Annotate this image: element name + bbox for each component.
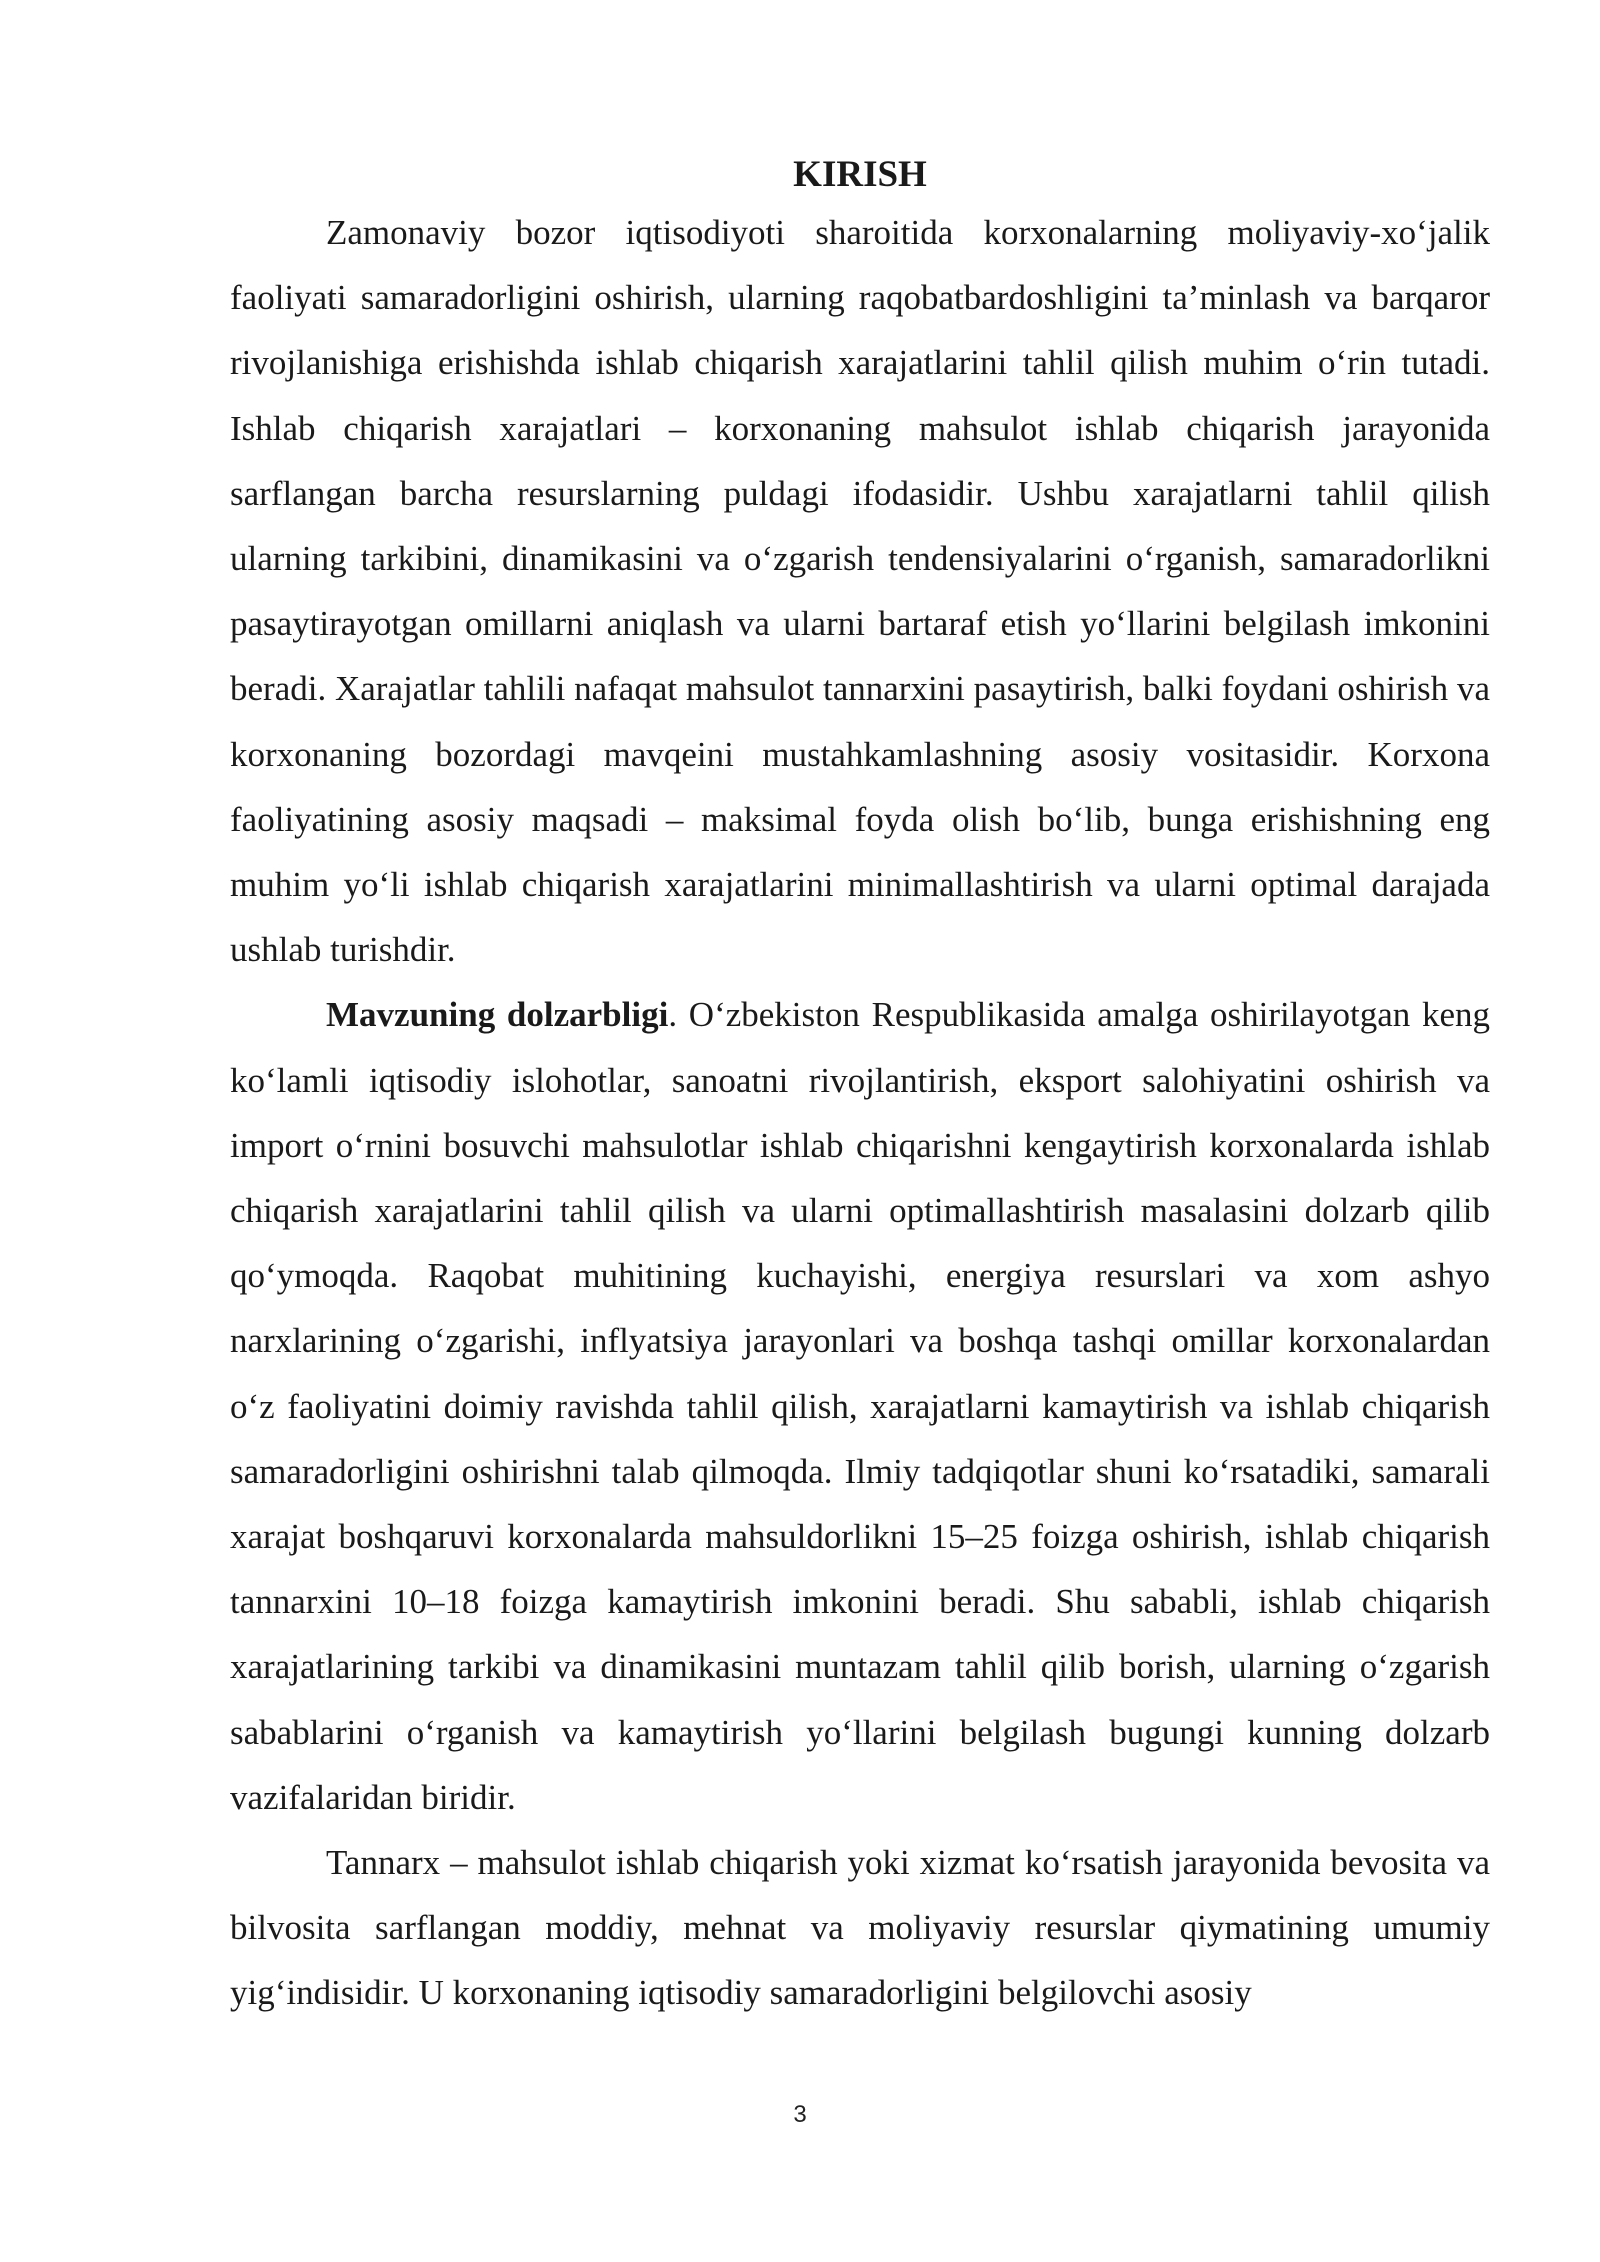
section-title: KIRISH [793,154,927,195]
paragraph-relevance [230,982,1490,1830]
page-content [230,150,1490,2026]
paragraph-cost-definition [230,1830,1490,2026]
paragraph-text: . O‘zbekiston Respublikasida amalga oshirilayotgan keng ko‘lamli iqtisodiy islohotlar, sanoatni rivojlantirish, eksport salohiyatini oshirish va import o‘rnini bosuvchi mahsulotlar ishlab chiqarishni kengaytirish korxonalarda ishlab chiqarish xarajatlarini tahlil qilish va ularni optimallashtirish masalasini dolzarb qilib qo‘ymoqda. Raqobat muhitining kuchayishi, energiya resurslari va xom ashyo narxlarining o‘zgarishi, inflyatsiya jarayonlari va boshqa tashqi omillar korxonalardan o‘z faoliyatini doimiy ravishda tahlil qilish, xarajatlarni kamaytirish va ishlab chiqarish samaradorligini oshirishni talab qilmoqda. Ilmiy tadqiqotlar shuni ko‘rsatadiki, samarali xarajat boshqaruvi korxonalarda mahsuldorlikni 15–25 foizga oshirish, ishlab chiqarish tannarxini 10–18 foizga kamaytirish imkonini beradi. Shu sababli, ishlab chiqarish xarajatlarining tarkibi va dinamikasini muntazam tahlil qilib borish, ularning o‘zgarish sabablarini o‘rganish va kamaytirish yo‘llarini belgilash bugungi kunning dolzarb vazifalaridan biridir. [230,995,1490,1817]
paragraph-introduction [230,200,1490,982]
paragraph-text: Tannarx – mahsulot ishlab chiqarish yoki xizmat ko‘rsatish jarayonida bevosita va bilvosita sarflangan moddiy, mehnat va moliyaviy resurslar qiymatining umumiy yig‘indisidir. U korxonaning iqtisodiy samaradorligini belgilovchi asosiy [230,1843,1490,2013]
paragraph-text: Zamonaviy bozor iqtisodiyoti sharoitida korxonalarning moliyaviy-xo‘jalik faoliyati samaradorligini oshirish, ularning raqobatbardoshligini ta’minlash va barqaror rivojlanishiga erishishda ishlab chiqarish xarajatlarini tahlil qilish muhim o‘rin tutadi. Ishlab chiqarish xarajatlari – korxonaning mahsulot ishlab chiqarish jarayonida sarflangan barcha resurslarning puldagi ifodasidir. Ushbu xarajatlarni tahlil qilish ularning tarkibini, dinamikasini va o‘zgarish tendensiyalarini o‘rganish, samaradorlikni pasaytirayotgan omillarni aniqlash va ularni bartaraf etish yo‘llarini belgilash imkonini beradi. Xarajatlar tahlili nafaqat mahsulot tannarxini pasaytirish, balki foydani oshirish va korxonaning bozordagi mavqeini mustahkamlashning asosiy vositasidir. Korxona faoliyatining asosiy maqsadi – maksimal foyda olish bo‘lib, bunga erishishning eng muhim yo‘li ishlab chiqarish xarajatlarini minimallashtirish va ularni optimal darajada ushlab turishdir. [230,213,1490,970]
page-number: 3 [793,2101,807,2128]
paragraph-lead-bold: Mavzuning dolzarbligi [326,995,669,1035]
